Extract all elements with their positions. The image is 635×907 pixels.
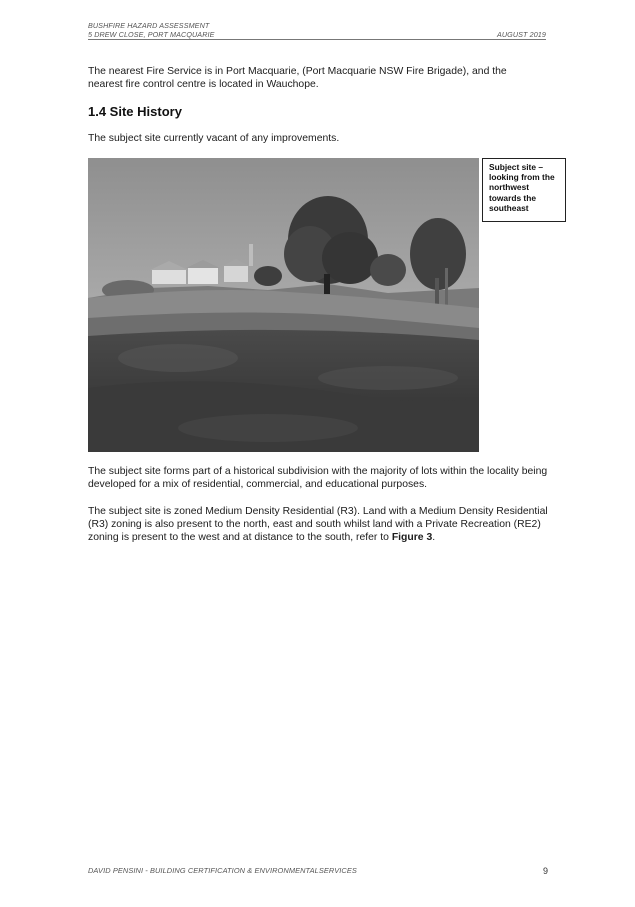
page-footer — [88, 866, 548, 876]
header-address: 5 DREW CLOSE, PORT MACQUARIE — [88, 30, 215, 39]
photo-caption: Subject site – looking from the northwest towards the southeast — [482, 158, 566, 222]
footer-company: DAVID PENSINI - BUILDING CERTIFICATION & ENVIRONMENTALSERVICES — [88, 866, 357, 875]
section-heading: 1.4 Site History — [88, 104, 182, 119]
fire-service-paragraph: The nearest Fire Service is in Port Macquarie, (Port Macquarie NSW Fire Brigade), and the nearest fire control centre is located in Wauchope. — [88, 66, 507, 91]
zoning-text: The subject site is zoned Medium Density Residential (R3). Land with a Medium Density Residential (R3) zoning is also present to the north, east and south whilst land with a Private Recreation (RE2) zoning is present to the west and at distance to the south, refer to — [88, 506, 548, 544]
site-photo — [88, 158, 479, 452]
header-row — [88, 30, 546, 40]
site-vacant-paragraph: The subject site currently vacant of any improvements. — [88, 133, 340, 144]
page-number: 9 — [542, 866, 548, 876]
header-date: AUGUST 2019 — [496, 30, 546, 39]
zoning-text-end: . — [432, 532, 436, 544]
subdivision-paragraph: The subject site forms part of a historical subdivision with the majority of lots within the locality being developed for a mix of residential, commercial, and educational purposes. — [88, 466, 548, 491]
header-document-title: BUSHFIRE HAZARD ASSESSMENT — [88, 21, 210, 30]
page-header — [88, 21, 546, 40]
figure-3-reference: Figure 3 — [391, 532, 433, 544]
zoning-paragraph — [88, 505, 548, 545]
site-photo-illustration — [88, 158, 479, 452]
